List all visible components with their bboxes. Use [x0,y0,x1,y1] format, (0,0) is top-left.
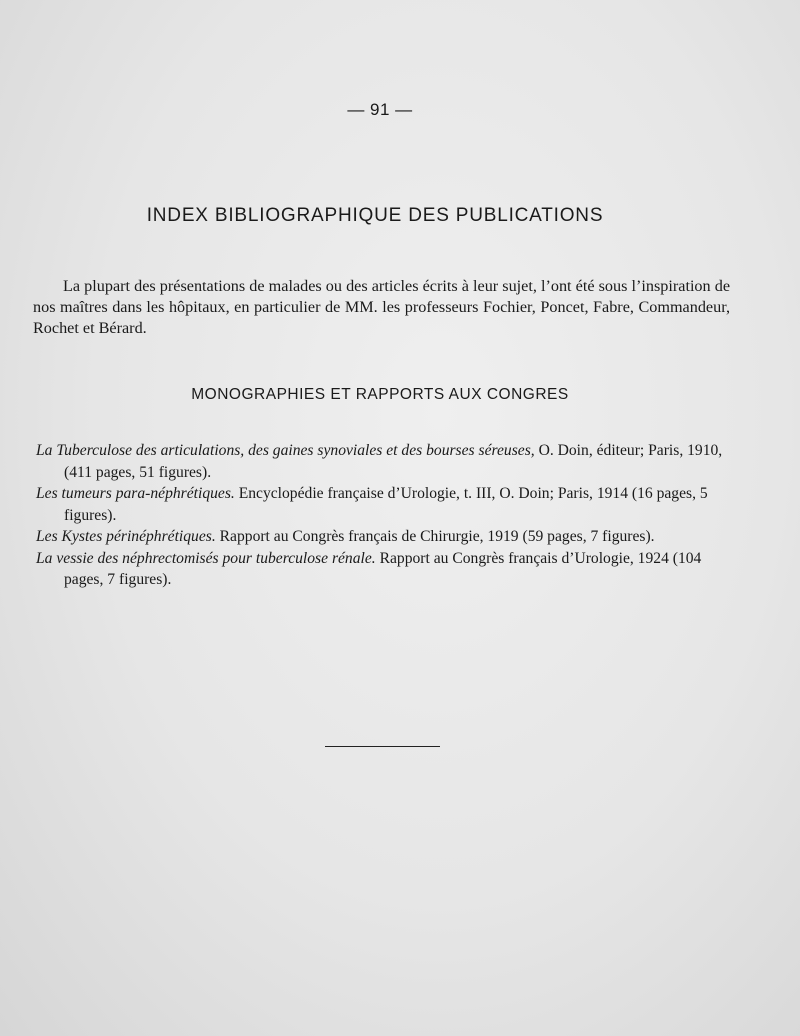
reference-details: O. Doin, éditeur; Paris, 1910, (411 pages, 51 figures). [64,442,723,481]
page-title: INDEX BIBLIOGRAPHIQUE DES PUBLICATIONS [146,205,604,226]
reference-title: Les Kystes périnéphrétiques. [36,528,216,545]
reference-item [36,548,733,591]
reference-details: Encyclopédie française d’Urologie, t. III, O. Doin; Paris, 1914 (16 pages, 5 figures). [64,485,708,524]
page-number: — 91 — [347,100,413,119]
reference-title: Les tumeurs para-néphrétiques. [36,485,235,502]
reference-details: Rapport au Congrès français de Chirurgie, 1919 (59 pages, 7 figures). [215,528,655,545]
reference-item [36,526,733,548]
reference-details: Rapport au Congrès français d’Urologie, 1924 (104 pages, 7 figures). [64,549,702,588]
intro-paragraph: La plupart des présentations de malades ou des articles écrits à leur sujet, l’ont été sous l’inspiration de nos maîtres dans les hôpitaux, en particulier de MM. les professeurs Fochier, Poncet, Fabre, Commandeur, Rochet et Bérard. [33,277,730,337]
end-divider [325,746,440,747]
section-heading: MONOGRAPHIES ET RAPPORTS AUX CONGRES [191,386,569,403]
reference-item [36,440,733,483]
reference-list [36,440,733,591]
reference-title: La Tuberculose des articulations, des gaines synoviales et des bourses séreuses, [36,442,535,459]
reference-title: La vessie des néphrectomisés pour tuberculose rénale. [36,549,376,567]
reference-item [36,483,733,526]
